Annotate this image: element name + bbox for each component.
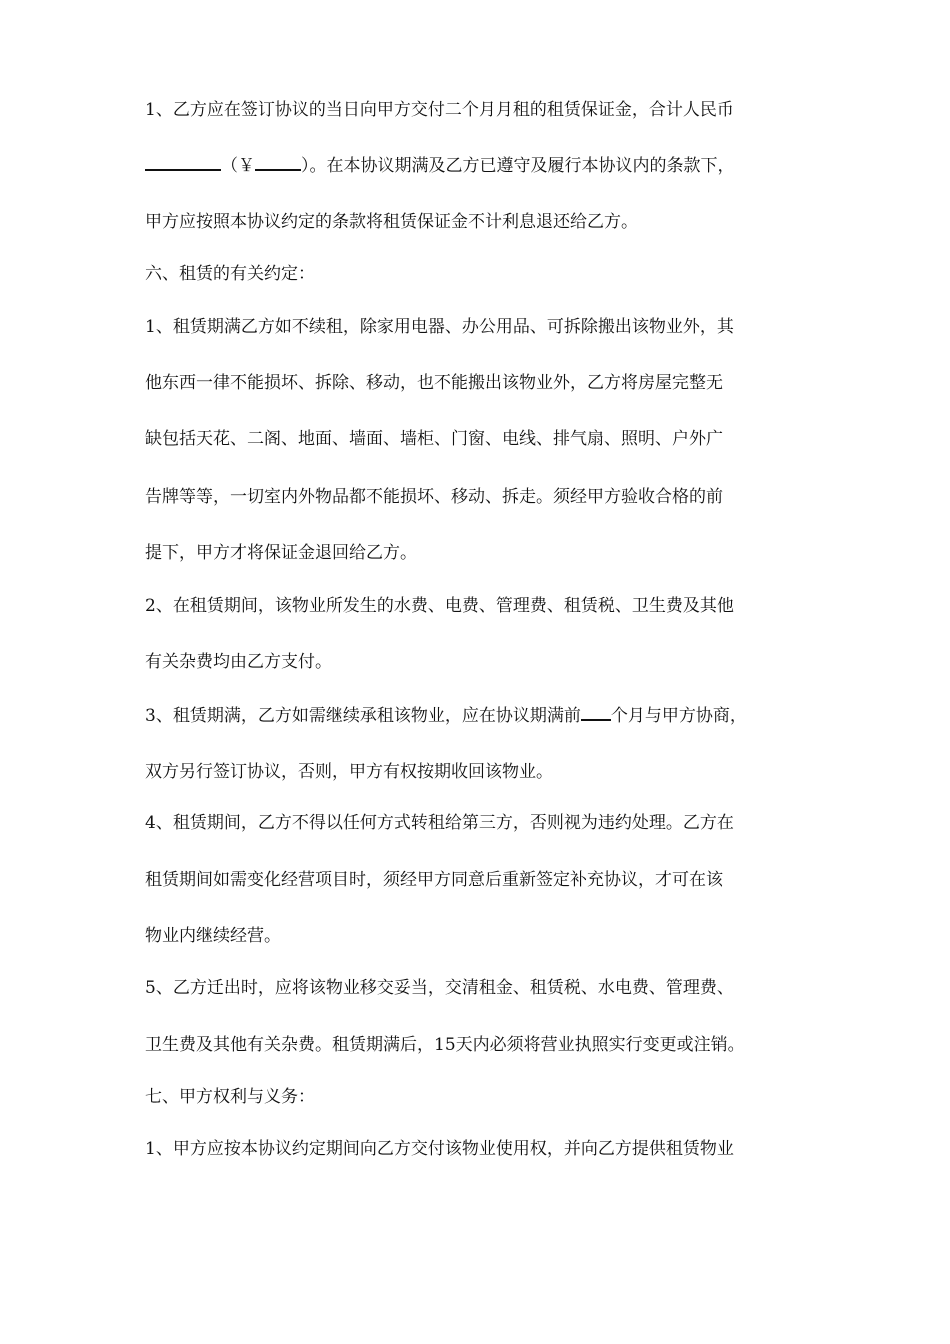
paragraph-line: 双方另行签订协议，否则，甲方有权按期收回该物业。 (145, 762, 553, 782)
paragraph-line: 甲方应按照本协议约定的条款将租赁保证金不计利息退还给乙方。 (145, 212, 638, 232)
paragraph-line: 提下，甲方才将保证金退回给乙方。 (145, 543, 417, 563)
currency-open: （￥ (221, 156, 255, 176)
paragraph-line: 2、在租赁期间，该物业所发生的水费、电费、管理费、租赁税、卫生费及其他 (145, 596, 734, 616)
amount-blank (145, 155, 221, 171)
paragraph-line: 4、租赁期间，乙方不得以任何方式转租给第三方，否则视为违约处理。乙方在 (145, 813, 734, 833)
paragraph-line: 1、甲方应按本协议约定期间向乙方交付该物业使用权，并向乙方提供租赁物业 (145, 1139, 734, 1159)
paragraph-line: 物业内继续经营。 (145, 926, 281, 946)
paragraph-line: 1、租赁期满乙方如不续租，除家用电器、办公用品、可拆除搬出该物业外，其 (145, 317, 734, 337)
paragraph-line: 他东西一律不能损坏、拆除、移动，也不能搬出该物业外，乙方将房屋完整无 (145, 373, 723, 393)
renewal-text-before: 3、租赁期满，乙方如需继续承租该物业，应在协议期满前 (145, 706, 581, 726)
paragraph-line: 卫生费及其他有关杂费。租赁期满后，15天内必须将营业执照实行变更或注销。 (145, 1035, 745, 1055)
paragraph-line: 5、乙方迁出时，应将该物业移交妥当，交清租金、租赁税、水电费、管理费、 (145, 978, 734, 998)
paragraph-line: 1、乙方应在签订协议的当日向甲方交付二个月月租的租赁保证金，合计人民币 (145, 100, 734, 120)
paragraph-line: 有关杂费均由乙方支付。 (145, 652, 332, 672)
renewal-text-after: 个月与甲方协商， (610, 706, 747, 726)
deposit-terms-text: ）。在本协议期满及乙方已遵守及履行本协议内的条款下， (301, 156, 735, 176)
paragraph-line-deposit-amount (145, 155, 815, 177)
paragraph-line: 租赁期间如需变化经营项目时，须经甲方同意后重新签定补充协议，才可在该 (145, 870, 723, 890)
section-heading: 六、租赁的有关约定： (145, 264, 315, 284)
section-heading: 七、甲方权利与义务： (145, 1087, 315, 1107)
paragraph-line: 告牌等等，一切室内外物品都不能损坏、移动、拆走。须经甲方验收合格的前 (145, 487, 723, 507)
paragraph-line: 缺包括天花、二阁、地面、墙面、墙柜、门窗、电线、排气扇、照明、户外广 (145, 429, 723, 449)
amount-number-blank (255, 155, 301, 171)
paragraph-line-renewal-notice (145, 705, 815, 727)
months-blank (581, 705, 611, 721)
